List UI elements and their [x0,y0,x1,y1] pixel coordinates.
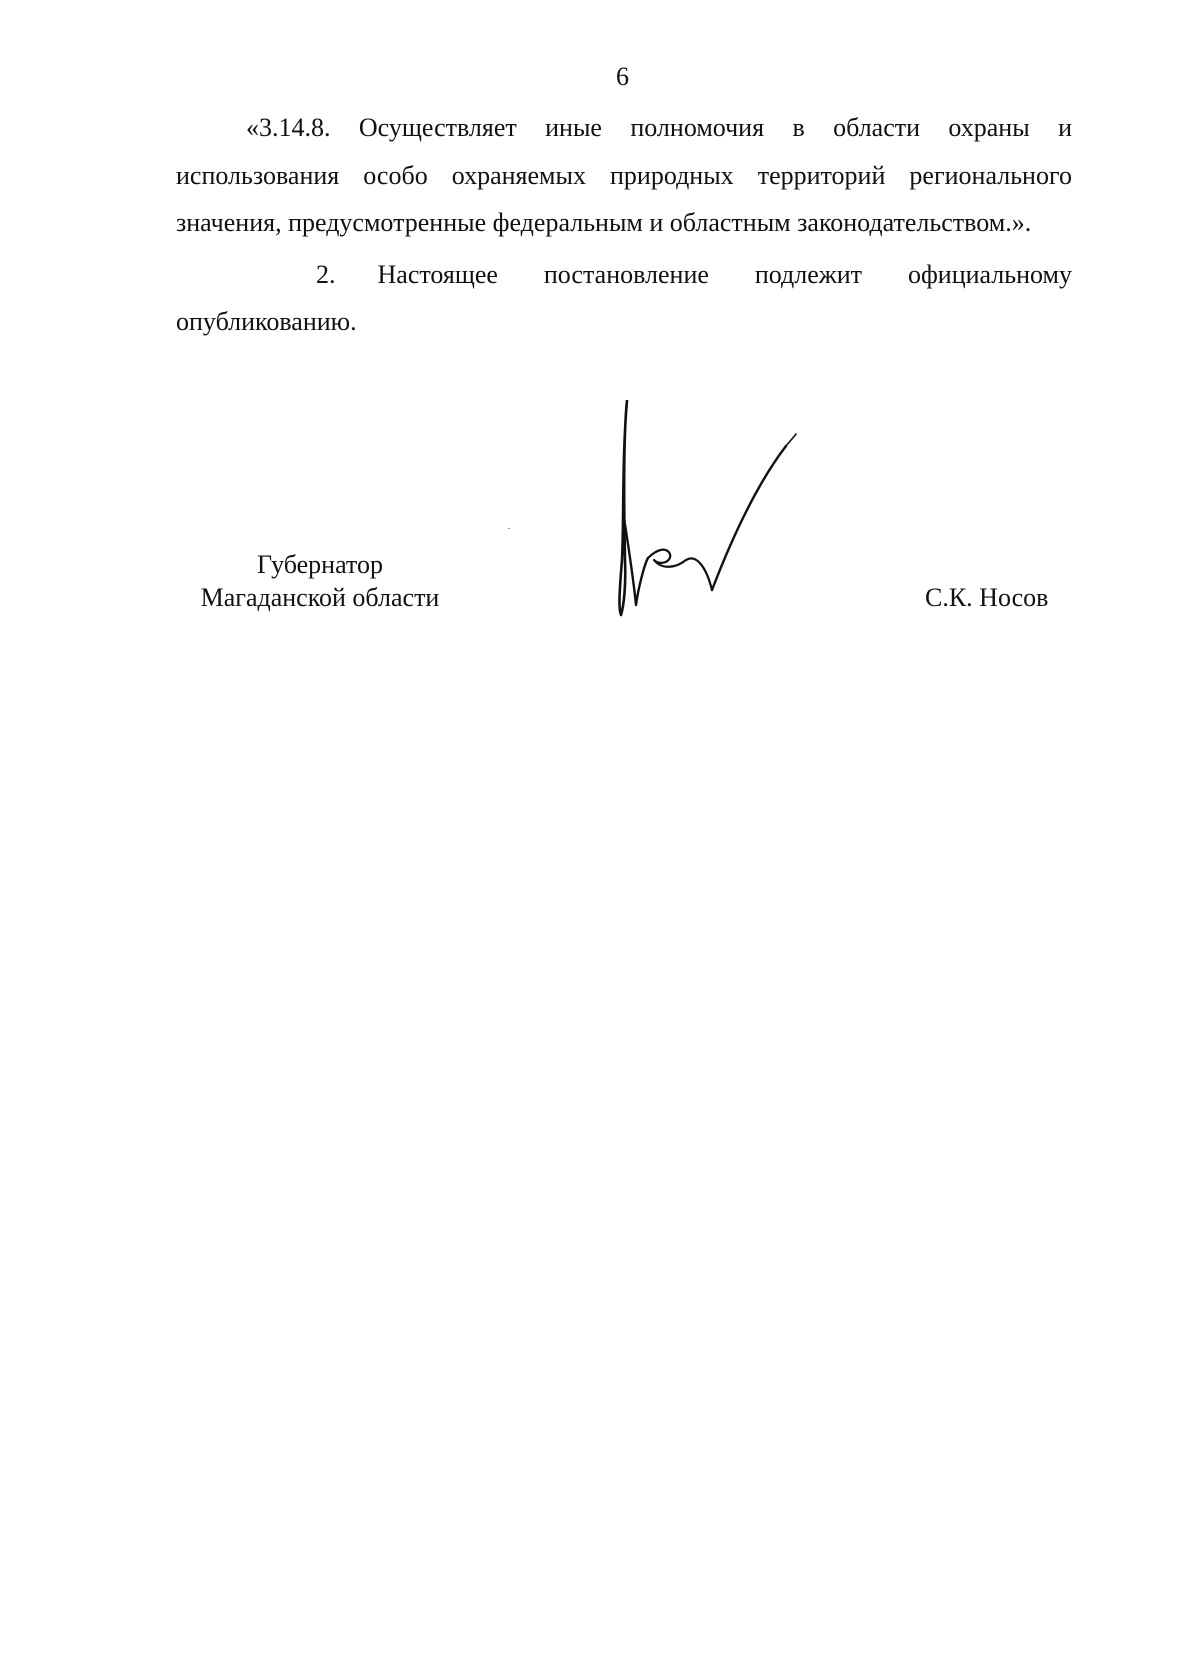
signatory-position [180,548,460,614]
paragraph-item-3-14-8: «3.14.8. Осуществляет иные полномочия в области охраны и использования особо охраняемых природных территорий регионального значения, предусмотренные федеральным и областным законодательством.». [176,113,1072,237]
position-line-1: Губернатор [257,550,383,579]
scan-speck [508,528,510,529]
paragraph-text: Настоящее постановление подлежит официальному опубликованию. [176,259,1072,336]
paragraph-number: 2. [316,259,336,289]
page-number: 6 [616,62,629,91]
signatory-name: С.К. Носов [925,583,1049,612]
handwritten-signature [610,400,830,640]
position-line-2: Магаданской области [200,583,440,612]
signature-block [0,0,1200,700]
